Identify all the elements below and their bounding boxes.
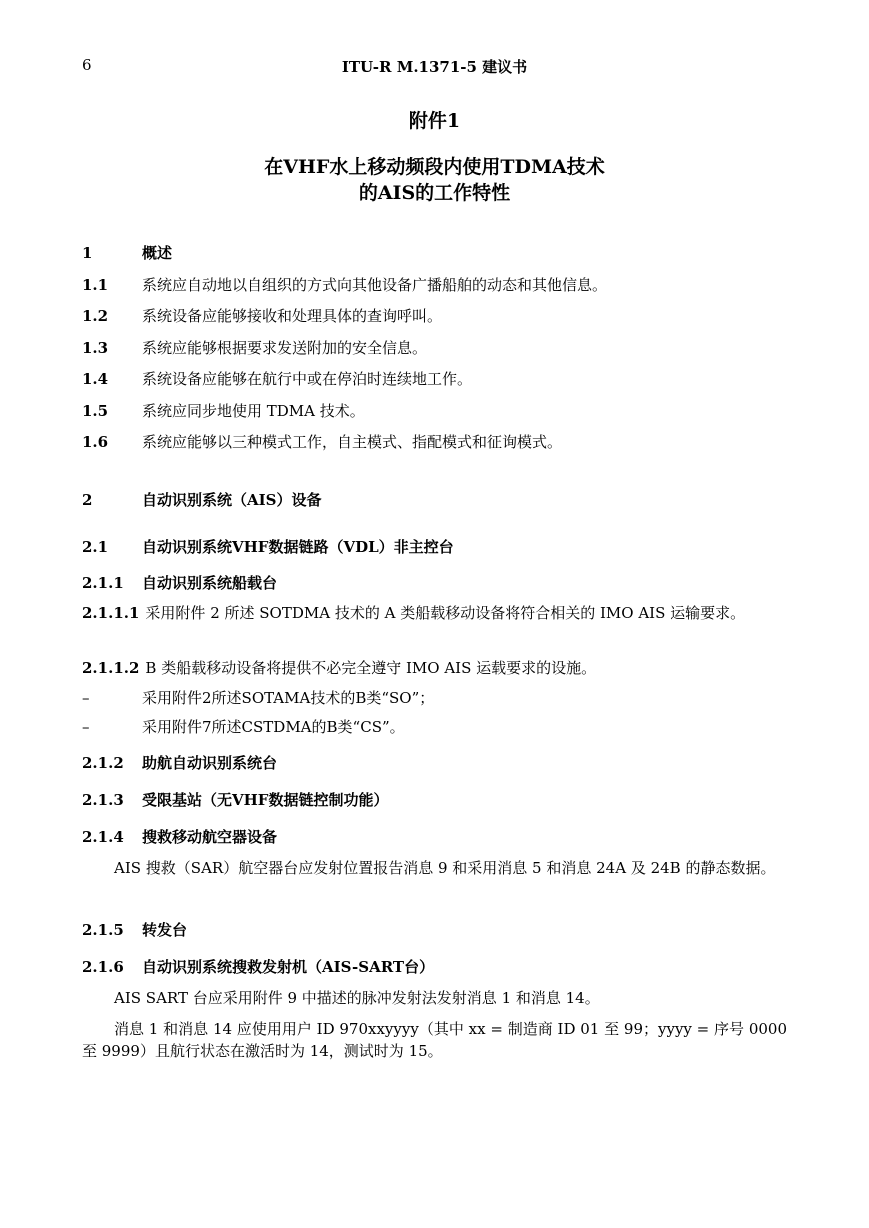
section-title: 助航自动识别系统台 bbox=[142, 754, 278, 772]
item-text: 系统应能够根据要求发送附加的安全信息。 bbox=[142, 339, 428, 357]
item-text: 系统设备应能够接收和处理具体的查询呼叫。 bbox=[142, 307, 443, 325]
section-number: 2.1 bbox=[82, 538, 109, 556]
item-number: 1.5 bbox=[82, 402, 109, 420]
item-number: 1.3 bbox=[82, 339, 109, 357]
bullet-text: 采用附件7所述CSTDMA的B类“CS”。 bbox=[142, 718, 405, 736]
bullet-dash: – bbox=[82, 689, 90, 707]
item-number: 1.1 bbox=[82, 276, 109, 294]
page-number: 6 bbox=[82, 56, 92, 74]
paragraph-text: B 类船载移动设备将提供不必完全遵守 IMO AIS 运载要求的设施。 bbox=[145, 659, 597, 677]
paragraph-2-1-1-2 bbox=[82, 657, 787, 679]
annex-label: 附件1 bbox=[408, 110, 461, 132]
title-line-1: 在VHF水上移动频段内使用TDMA技术 bbox=[264, 156, 605, 178]
paragraph-2-1-6-b: 消息 1 和消息 14 应使用用户 ID 970xxyyyy（其中 xx = 制造商 ID 01 至 99；yyyy = 序号 0000 至 9999）且航行状态在激活时为 14，测试时为 15。 bbox=[82, 1020, 787, 1060]
section-title: 搜救移动航空器设备 bbox=[142, 828, 278, 846]
paragraph-number: 2.1.1.1 bbox=[82, 604, 140, 622]
section-title: 概述 bbox=[142, 244, 173, 262]
section-number: 2.1.1 bbox=[82, 574, 124, 592]
item-text: 系统设备应能够在航行中或在停泊时连续地工作。 bbox=[142, 370, 473, 388]
paragraph-2-1-1-1 bbox=[82, 602, 787, 624]
section-number: 1 bbox=[82, 244, 93, 262]
title-line-2: 的AIS的工作特性 bbox=[358, 182, 511, 204]
section-title: 自动识别系统搜救发射机（AIS-SART台） bbox=[142, 958, 435, 976]
item-number: 1.2 bbox=[82, 307, 109, 325]
running-header: ITU-R M.1371-5 建议书 bbox=[341, 58, 528, 76]
section-title: 转发台 bbox=[142, 921, 188, 939]
item-number: 1.4 bbox=[82, 370, 109, 388]
item-text: 系统应自动地以自组织的方式向其他设备广播船舶的动态和其他信息。 bbox=[142, 276, 608, 294]
section-number: 2.1.6 bbox=[82, 958, 124, 976]
document-title bbox=[0, 154, 869, 206]
section-title: 自动识别系统（AIS）设备 bbox=[142, 491, 322, 509]
paragraph-number: 2.1.1.2 bbox=[82, 659, 140, 677]
section-number: 2.1.3 bbox=[82, 791, 124, 809]
section-number: 2.1.2 bbox=[82, 754, 124, 772]
paragraph-2-1-4: AIS 搜救（SAR）航空器台应发射位置报告消息 9 和采用消息 5 和消息 24A 及 24B 的静态数据。 bbox=[114, 859, 776, 877]
section-title: 受限基站（无VHF数据链控制功能） bbox=[142, 791, 389, 809]
section-number: 2.1.5 bbox=[82, 921, 124, 939]
section-title: 自动识别系统VHF数据链路（VDL）非主控台 bbox=[142, 538, 454, 556]
bullet-text: 采用附件2所述SOTAMA技术的B类“SO”； bbox=[142, 689, 435, 707]
item-text: 系统应能够以三种模式工作，自主模式、指配模式和征询模式。 bbox=[142, 433, 563, 451]
item-number: 1.6 bbox=[82, 433, 109, 451]
paragraph-2-1-6-a: AIS SART 台应采用附件 9 中描述的脉冲发射法发射消息 1 和消息 14。 bbox=[114, 989, 600, 1007]
section-title: 自动识别系统船载台 bbox=[142, 574, 278, 592]
bullet-dash: – bbox=[82, 718, 90, 736]
section-number: 2.1.4 bbox=[82, 828, 124, 846]
item-text: 系统应同步地使用 TDMA 技术。 bbox=[142, 402, 365, 420]
section-number: 2 bbox=[82, 491, 93, 509]
paragraph-text: 采用附件 2 所述 SOTDMA 技术的 A 类船载移动设备将符合相关的 IMO AIS 运输要求。 bbox=[145, 604, 746, 622]
